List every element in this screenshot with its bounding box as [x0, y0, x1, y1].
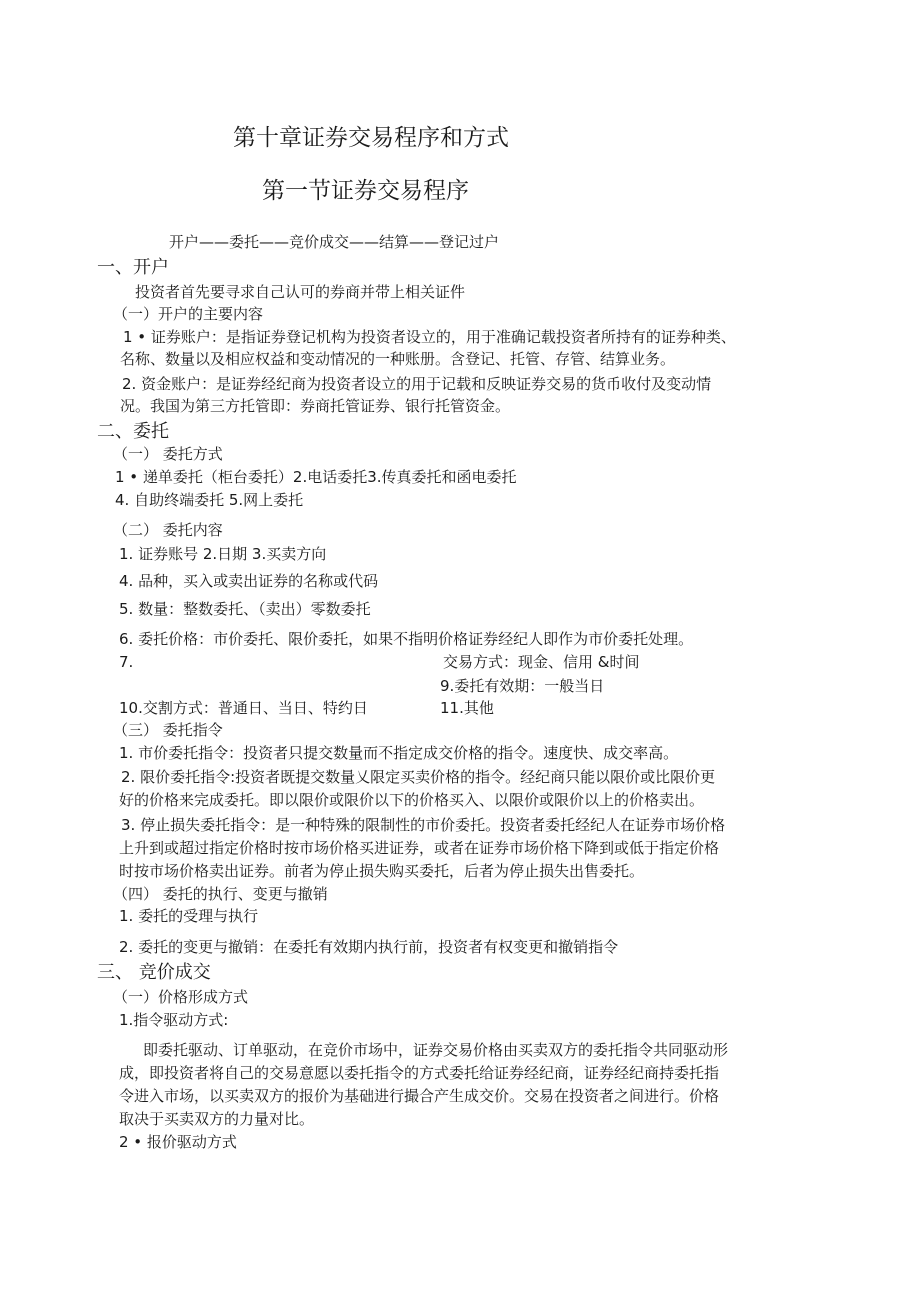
list-item: 1. 证券账号 2.日期 3.买卖方向 — [119, 545, 327, 563]
list-item: 2 • 报价驱动方式 — [119, 1133, 237, 1151]
subheading: （一）开户的主要内容 — [113, 305, 264, 323]
paragraph-line: 名称、数量以及相应权益和变动情况的一种账册。含登记、托管、存管、结算业务。 — [120, 350, 676, 368]
list-item: 1. 市价委托指令：投资者只提交数量而不指定成交价格的指令。速度快、成交率高。 — [119, 744, 679, 762]
section-heading-entrust: 二、委托 — [97, 421, 169, 442]
list-item: 1. 委托的受理与执行 — [119, 907, 259, 925]
paragraph-line: 取决于买卖双方的力量对比。 — [119, 1110, 315, 1128]
paragraph-line: 况。我国为第三方托管即：券商托管证券、银行托管资金。 — [120, 397, 511, 415]
list-item: 4. 自助终端委托 5.网上委托 — [115, 491, 304, 509]
section-heading-open-account: 一、开户 — [97, 257, 169, 278]
list-item: 6. 委托价格：市价委托、限价委托，如果不指明价格证券经纪人即作为市价委托处理。 — [119, 630, 694, 648]
list-item: 交易方式：现金、信用 &时间 — [443, 653, 640, 671]
subheading: （四） 委托的执行、变更与撤销 — [113, 885, 328, 903]
paragraph-line: 成，即投资者将自己的交易意愿以委托指令的方式委托给证券经纪商，证券经纪商持委托指 — [119, 1064, 720, 1082]
list-item: 11.其他 — [440, 699, 494, 717]
paragraph-line: 3. 停止损失委托指令：是一种特殊的限制性的市价委托。投资者委托经纪人在证券市场价格 — [121, 816, 726, 834]
subheading: （一）价格形成方式 — [113, 988, 249, 1006]
paragraph-line: 好的价格来完成委托。即以限价或限价以下的价格买入、以限价或限价以上的价格卖出。 — [119, 791, 705, 809]
list-item: 1 • 递单委托（柜台委托）2.电话委托3.传真委托和函电委托 — [115, 468, 517, 486]
list-item: 7. — [119, 653, 134, 671]
paragraph-line: 令进入市场，以买卖双方的报价为基础进行撮合产生成交价。交易在投资者之间进行。价格 — [119, 1087, 720, 1105]
list-item: 10.交割方式：普通日、当日、特约日 — [119, 699, 368, 717]
list-item: 9.委托有效期：一般当日 — [440, 677, 605, 695]
process-flow: 开户——委托——竞价成交——结算——登记过户 — [169, 233, 500, 251]
list-item: 2. 委托的变更与撤销：在委托有效期内执行前，投资者有权变更和撤销指令 — [119, 938, 619, 956]
paragraph-line: 即委托驱动、订单驱动，在竞价市场中，证券交易价格由买卖双方的委托指令共同驱动形 — [143, 1041, 729, 1059]
subheading: （二） 委托内容 — [113, 521, 223, 539]
list-item: 4. 品种，买入或卖出证券的名称或代码 — [119, 572, 379, 590]
section-heading-bidding: 三、 竞价成交 — [97, 962, 211, 983]
paragraph: 投资者首先要寻求自己认可的券商并带上相关证件 — [135, 283, 466, 301]
paragraph-line: 时按市场价格卖出证券。前者为停止损失购买委托，后者为停止损失出售委托。 — [119, 862, 645, 880]
chapter-title: 第十章证券交易程序和方式 — [233, 125, 509, 151]
list-item: 1.指令驱动方式: — [119, 1011, 229, 1029]
subheading: （一） 委托方式 — [113, 445, 223, 463]
subheading: （三） 委托指令 — [113, 721, 223, 739]
paragraph-line: 2. 资金账户：是证券经纪商为投资者设立的用于记载和反映证券交易的货币收付及变动情 — [122, 375, 712, 393]
paragraph-line: 1 • 证券账户：是指证券登记机构为投资者设立的，用于准确记载投资者所持有的证券种类、 — [123, 328, 736, 346]
list-item: 5. 数量：整数委托、（卖出）零数委托 — [119, 600, 371, 618]
section-title: 第一节证券交易程序 — [262, 178, 469, 204]
paragraph-line: 2. 限价委托指令:投资者既提交数量乂限定买卖价格的指令。经纪商只能以限价或比限价更 — [121, 768, 716, 786]
paragraph-line: 上升到或超过指定价格时按市场价格买进证券，或者在证券市场价格下降到或低于指定价格 — [119, 839, 720, 857]
